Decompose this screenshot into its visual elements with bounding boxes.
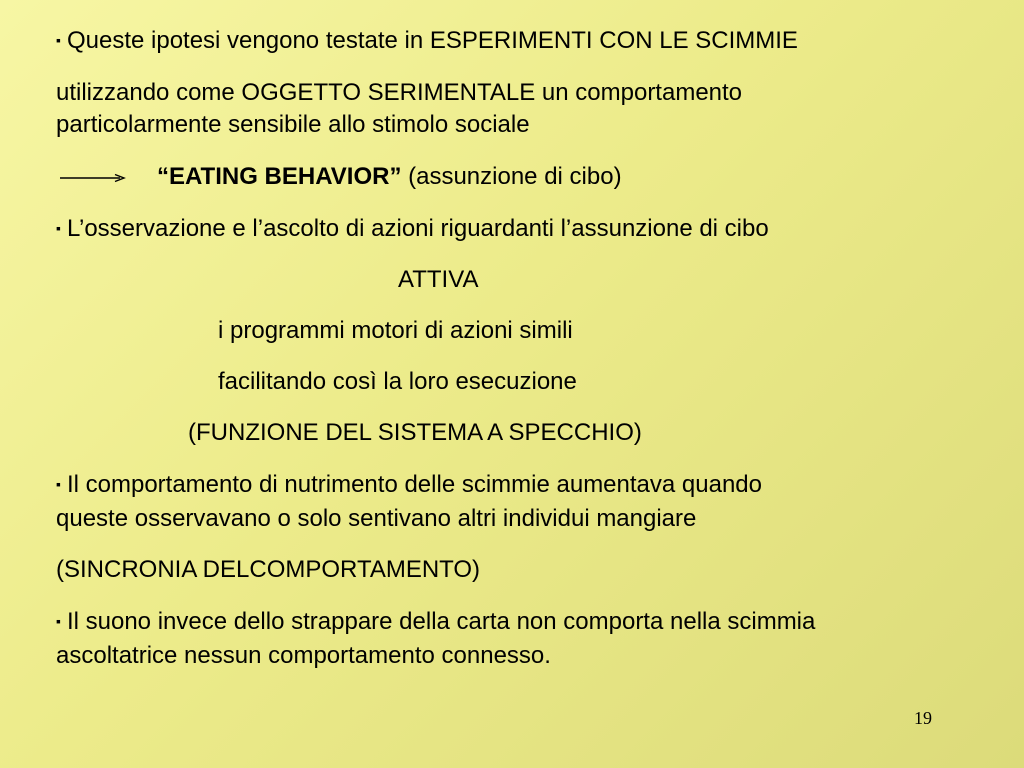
eating-behavior-term: “EATING BEHAVIOR” [157, 163, 402, 190]
bullet-line-4 [56, 606, 815, 637]
bullet-icon: ▪ [56, 32, 61, 48]
text-stimolo: particolarmente sensibile allo stimolo sociale [56, 111, 530, 138]
bullet-icon: ▪ [56, 613, 61, 629]
text-osservavano: queste osservavano o solo sentivano altri individui mangiare [56, 505, 697, 532]
bullet-icon: ▪ [56, 220, 61, 236]
text-attiva: ATTIVA [398, 266, 479, 293]
text-ipotesi: Queste ipotesi vengono testate in ESPERIMENTI CON LE SCIMMIE [66, 27, 798, 54]
eating-behavior-line [157, 162, 622, 192]
text-facilitando: facilitando così la loro esecuzione [218, 368, 577, 395]
text-ascoltatrice: ascoltatrice nessun comportamento connesso. [56, 642, 551, 669]
text-programmi: i programmi motori di azioni simili [218, 317, 573, 344]
bullet-icon: ▪ [56, 476, 61, 492]
eating-behavior-gloss: (assunzione di cibo) [401, 163, 622, 190]
bullet-line-2 [56, 213, 769, 244]
slide-number: 19 [914, 708, 932, 728]
text-oggetto: utilizzando come OGGETTO SERIMENTALE un comportamento [56, 79, 743, 106]
text-funzione: (FUNZIONE DEL SISTEMA A SPECCHIO) [188, 419, 642, 446]
text-comportamento: Il comportamento di nutrimento delle scimmie aumentava quando [66, 471, 762, 498]
right-arrow-icon [60, 173, 126, 183]
text-osservazione: L’osservazione e l’ascolto di azioni riguardanti l’assunzione di cibo [66, 215, 769, 242]
text-sincronia: (SINCRONIA DELCOMPORTAMENTO) [56, 556, 481, 583]
text-suono: Il suono invece dello strappare della carta non comporta nella scimmia [66, 608, 816, 635]
bullet-line-1 [56, 25, 798, 56]
bullet-line-3 [56, 469, 762, 500]
